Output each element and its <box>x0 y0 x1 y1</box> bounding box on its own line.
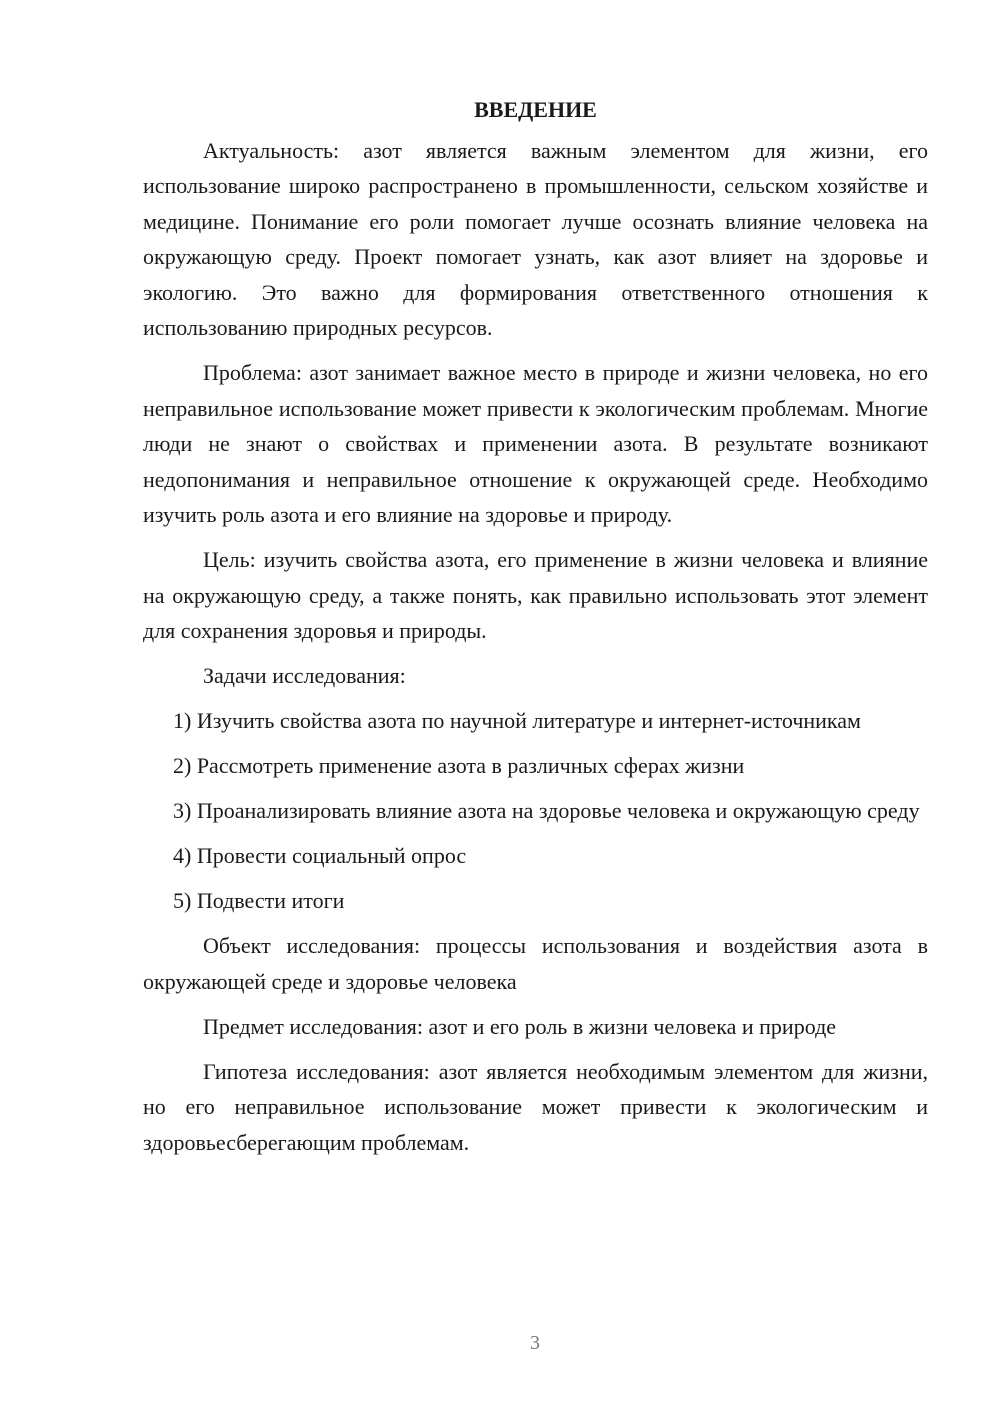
document-page <box>143 92 928 1170</box>
task-item-2: 2) Рассмотреть применение азота в различных сферах жизни <box>173 753 745 778</box>
paragraph-tasks-heading: Задачи исследования: <box>203 663 406 688</box>
task-item-5: 5) Подвести итоги <box>173 888 345 913</box>
paragraph-goal: Цель: изучить свойства азота, его применение в жизни человека и влияние на окружающую среду, а также понять, как правильно использовать этот элемент для сохранения здоровья и природы. <box>143 547 928 643</box>
paragraph-object: Объект исследования: процессы использования и воздействия азота в окружающей среде и здоровье человека <box>143 933 928 994</box>
paragraph-problem: Проблема: азот занимает важное место в природе и жизни человека, но его неправильное использование может привести к экологическим проблемам. Многие люди не знают о свойствах и применении азота. В результате возникают недопонимания и неправильное отношение к окружающей среде. Необходимо изучить роль азота и его влияние на здоровье и природу. <box>143 360 928 527</box>
task-item-1: 1) Изучить свойства азота по научной литературе и интернет-источникам <box>173 708 861 733</box>
page-number: 3 <box>530 1332 540 1354</box>
paragraph-relevance: Актуальность: азот является важным элементом для жизни, его использование широко распространено в промышленности, сельском хозяйстве и медицине. Понимание его роли помогает лучше осознать влияние человека на окружающую среду. Проект помогает узнать, как азот влияет на здоровье и экологию. Это важно для формирования ответственного отношения к использованию природных ресурсов. <box>143 137 928 340</box>
paragraph-hypothesis: Гипотеза исследования: азот является необходимым элементом для жизни, но его неправильное использование может привести к экологическим и здоровьесберегающим проблемам. <box>143 1058 928 1155</box>
task-item-3: 3) Проанализировать влияние азота на здоровье человека и окружающую среду <box>173 798 920 823</box>
page-title: ВВЕДЕНИЕ <box>474 97 597 122</box>
task-item-4: 4) Провести социальный опрос <box>173 843 467 868</box>
paragraph-subject: Предмет исследования: азот и его роль в жизни человека и природе <box>203 1013 837 1039</box>
